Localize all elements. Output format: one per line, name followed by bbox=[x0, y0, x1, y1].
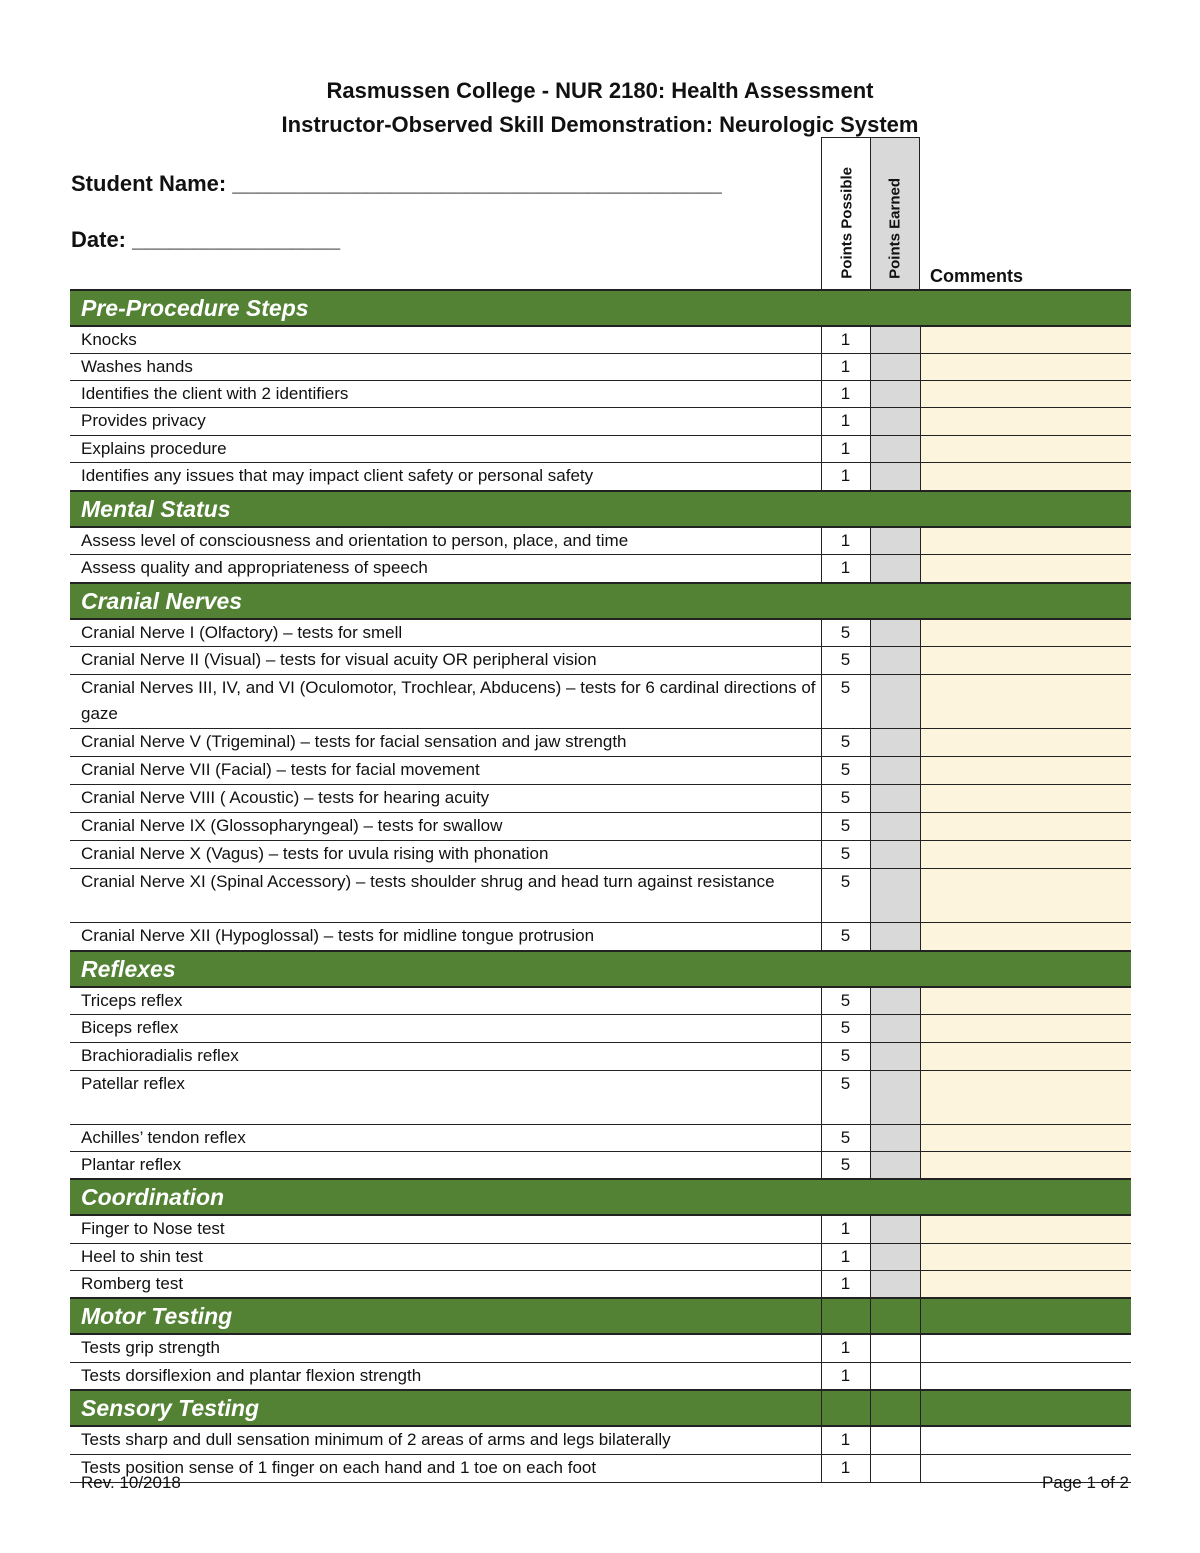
section-header bbox=[70, 491, 1131, 527]
comments-cell[interactable] bbox=[920, 1270, 1131, 1298]
comments-cell[interactable] bbox=[920, 1243, 1131, 1270]
points-possible-value: 1 bbox=[821, 408, 870, 436]
comments-cell[interactable] bbox=[920, 436, 1131, 463]
date-field: Date: _________________ bbox=[71, 227, 341, 252]
points-earned-cell[interactable] bbox=[870, 354, 920, 381]
points-possible-value: 1 bbox=[821, 354, 870, 381]
skill-description: Triceps reflex bbox=[70, 987, 821, 1015]
comments-cell[interactable] bbox=[920, 1071, 1131, 1125]
checklist-row bbox=[70, 408, 1131, 436]
skill-description: Cranial Nerve IX (Glossopharyngeal) – tests for swallow bbox=[70, 813, 821, 841]
points-earned-cell[interactable] bbox=[870, 729, 920, 757]
checklist-row bbox=[70, 647, 1131, 675]
points-earned-cell[interactable] bbox=[870, 1043, 920, 1071]
points-earned-cell[interactable] bbox=[870, 987, 920, 1015]
section-header bbox=[70, 951, 1131, 987]
checklist-row bbox=[70, 1043, 1131, 1071]
comments-cell[interactable] bbox=[920, 619, 1131, 647]
points-earned-cell[interactable] bbox=[870, 1071, 920, 1125]
skill-description: Assess level of consciousness and orientation to person, place, and time bbox=[70, 527, 821, 555]
checklist-row bbox=[70, 1015, 1131, 1043]
points-earned-cell[interactable] bbox=[870, 619, 920, 647]
skill-description: Heel to shin test bbox=[70, 1243, 821, 1270]
points-possible-value: 1 bbox=[821, 326, 870, 354]
points-earned-cell[interactable] bbox=[870, 1270, 920, 1298]
points-earned-cell[interactable] bbox=[870, 785, 920, 813]
checklist-row bbox=[70, 527, 1131, 555]
checklist-row bbox=[70, 1071, 1131, 1125]
section-title: Cranial Nerves bbox=[70, 583, 1131, 619]
points-earned-cell[interactable] bbox=[870, 1426, 920, 1454]
skill-description: Finger to Nose test bbox=[70, 1215, 821, 1243]
checklist-row bbox=[70, 326, 1131, 354]
points-possible-value: 5 bbox=[821, 987, 870, 1015]
points-earned-cell[interactable] bbox=[870, 869, 920, 923]
checklist-row bbox=[70, 436, 1131, 463]
section-header bbox=[70, 1298, 1131, 1334]
revision-label: Rev. 10/2018 bbox=[81, 1473, 181, 1492]
skill-description: Patellar reflex bbox=[70, 1071, 821, 1125]
skill-description: Washes hands bbox=[70, 354, 821, 381]
checklist-row bbox=[70, 729, 1131, 757]
points-possible-value: 1 bbox=[821, 463, 870, 491]
points-earned-cell[interactable] bbox=[870, 1334, 920, 1362]
points-possible-value: 5 bbox=[821, 1152, 870, 1180]
skill-description: Cranial Nerve VIII ( Acoustic) – tests for hearing acuity bbox=[70, 785, 821, 813]
points-possible-value: 1 bbox=[821, 1454, 870, 1482]
points-earned-cell[interactable] bbox=[870, 555, 920, 583]
points-possible-value: 1 bbox=[821, 381, 870, 408]
checklist-row bbox=[70, 987, 1131, 1015]
points-earned-cell[interactable] bbox=[870, 647, 920, 675]
checklist-row bbox=[70, 354, 1131, 381]
skill-description: Cranial Nerves III, IV, and VI (Oculomotor, Trochlear, Abducens) – tests for 6 cardinal directions of gaze bbox=[70, 675, 821, 729]
comments-cell[interactable] bbox=[920, 675, 1131, 729]
section-title: Reflexes bbox=[70, 951, 1131, 987]
points-possible-value: 5 bbox=[821, 1015, 870, 1043]
checklist-row bbox=[70, 1454, 1131, 1482]
checklist-row bbox=[70, 675, 1131, 729]
section-header-cell bbox=[821, 1390, 870, 1426]
comments-cell[interactable] bbox=[920, 354, 1131, 381]
skill-description: Cranial Nerve I (Olfactory) – tests for smell bbox=[70, 619, 821, 647]
section-header bbox=[70, 583, 1131, 619]
skill-description: Identifies the client with 2 identifiers bbox=[70, 381, 821, 408]
comments-cell[interactable] bbox=[920, 1362, 1131, 1390]
section-header-cell bbox=[821, 1298, 870, 1334]
points-possible-value: 5 bbox=[821, 757, 870, 785]
student-name-field: Student Name: ________________________________________ bbox=[71, 171, 722, 196]
skill-description: Cranial Nerve V (Trigeminal) – tests for facial sensation and jaw strength bbox=[70, 729, 821, 757]
title-line-2: Instructor-Observed Skill Demonstration: Neurologic System bbox=[281, 112, 919, 137]
skill-description: Knocks bbox=[70, 326, 821, 354]
points-possible-value: 5 bbox=[821, 729, 870, 757]
skill-description: Provides privacy bbox=[70, 408, 821, 436]
title-line-1: Rasmussen College - NUR 2180: Health Assessment bbox=[326, 78, 874, 103]
points-possible-value: 5 bbox=[821, 813, 870, 841]
checklist-row bbox=[70, 1270, 1131, 1298]
comments-cell[interactable] bbox=[920, 987, 1131, 1015]
checklist-row bbox=[70, 923, 1131, 951]
skill-description: Biceps reflex bbox=[70, 1015, 821, 1043]
section-title: Motor Testing bbox=[70, 1298, 821, 1334]
checklist-row bbox=[70, 1426, 1131, 1454]
points-possible-value: 5 bbox=[821, 841, 870, 869]
comments-header: Comments bbox=[930, 266, 1024, 286]
section-header-cell bbox=[920, 1298, 1131, 1334]
points-earned-cell[interactable] bbox=[870, 923, 920, 951]
points-possible-value: 5 bbox=[821, 923, 870, 951]
checklist-row bbox=[70, 841, 1131, 869]
points-possible-value: 5 bbox=[821, 1125, 870, 1152]
page-number: Page 1 of 2 bbox=[1042, 1473, 1129, 1492]
points-earned-cell[interactable] bbox=[870, 1215, 920, 1243]
checklist-row bbox=[70, 463, 1131, 491]
comments-cell[interactable] bbox=[920, 785, 1131, 813]
skill-description: Tests dorsiflexion and plantar flexion strength bbox=[70, 1362, 821, 1390]
points-earned-cell[interactable] bbox=[870, 326, 920, 354]
skill-description: Cranial Nerve XII (Hypoglossal) – tests for midline tongue protrusion bbox=[70, 923, 821, 951]
comments-cell[interactable] bbox=[920, 1426, 1131, 1454]
points-possible-value: 5 bbox=[821, 619, 870, 647]
checklist-row bbox=[70, 1362, 1131, 1390]
points-earned-cell[interactable] bbox=[870, 1243, 920, 1270]
comments-cell[interactable] bbox=[920, 869, 1131, 923]
points-possible-value: 1 bbox=[821, 1270, 870, 1298]
points-earned-cell[interactable] bbox=[870, 675, 920, 729]
points-possible-value: 1 bbox=[821, 1426, 870, 1454]
skill-description: Cranial Nerve X (Vagus) – tests for uvula rising with phonation bbox=[70, 841, 821, 869]
points-possible-value: 5 bbox=[821, 1071, 870, 1125]
points-possible-value: 5 bbox=[821, 785, 870, 813]
section-title: Mental Status bbox=[70, 491, 1131, 527]
comments-cell[interactable] bbox=[920, 463, 1131, 491]
skill-description: Achilles’ tendon reflex bbox=[70, 1125, 821, 1152]
points-earned-label: Points Earned bbox=[886, 178, 904, 279]
comments-cell[interactable] bbox=[920, 381, 1131, 408]
comments-cell[interactable] bbox=[920, 326, 1131, 354]
points-earned-cell[interactable] bbox=[870, 813, 920, 841]
comments-cell[interactable] bbox=[920, 1015, 1131, 1043]
points-possible-value: 1 bbox=[821, 1243, 870, 1270]
checklist-row bbox=[70, 1215, 1131, 1243]
points-possible-value: 5 bbox=[821, 869, 870, 923]
skill-description: Identifies any issues that may impact client safety or personal safety bbox=[70, 463, 821, 491]
section-header bbox=[70, 290, 1131, 326]
comments-cell[interactable] bbox=[920, 1215, 1131, 1243]
points-possible-value: 1 bbox=[821, 555, 870, 583]
points-possible-value: 5 bbox=[821, 1043, 870, 1071]
points-possible-value: 5 bbox=[821, 675, 870, 729]
points-earned-cell[interactable] bbox=[870, 527, 920, 555]
comments-cell[interactable] bbox=[920, 555, 1131, 583]
points-earned-cell[interactable] bbox=[870, 381, 920, 408]
checklist-row bbox=[70, 1334, 1131, 1362]
comments-cell[interactable] bbox=[920, 813, 1131, 841]
skill-description: Tests position sense of 1 finger on each hand and 1 toe on each foot bbox=[70, 1454, 821, 1482]
comments-cell[interactable] bbox=[920, 729, 1131, 757]
section-header bbox=[70, 1179, 1131, 1215]
comments-cell[interactable] bbox=[920, 1043, 1131, 1071]
comments-cell[interactable] bbox=[920, 757, 1131, 785]
points-possible-value: 1 bbox=[821, 1215, 870, 1243]
document-title bbox=[0, 74, 1200, 142]
section-title: Pre-Procedure Steps bbox=[70, 290, 1131, 326]
skill-description: Assess quality and appropriateness of speech bbox=[70, 555, 821, 583]
points-earned-cell[interactable] bbox=[870, 436, 920, 463]
points-earned-cell[interactable] bbox=[870, 463, 920, 491]
points-earned-cell[interactable] bbox=[870, 408, 920, 436]
checklist-row bbox=[70, 757, 1131, 785]
points-possible-value: 1 bbox=[821, 527, 870, 555]
skill-description: Explains procedure bbox=[70, 436, 821, 463]
comments-cell[interactable] bbox=[920, 1334, 1131, 1362]
section-header-cell bbox=[870, 1298, 920, 1334]
checklist-row bbox=[70, 1243, 1131, 1270]
skill-description: Brachioradialis reflex bbox=[70, 1043, 821, 1071]
comments-cell[interactable] bbox=[920, 527, 1131, 555]
checklist-row bbox=[70, 785, 1131, 813]
checklist-row bbox=[70, 813, 1131, 841]
section-header-cell bbox=[920, 1390, 1131, 1426]
comments-cell[interactable] bbox=[920, 841, 1131, 869]
skills-checklist-table bbox=[70, 289, 1131, 1483]
checklist-row bbox=[70, 555, 1131, 583]
comments-cell[interactable] bbox=[920, 647, 1131, 675]
points-possible-header bbox=[821, 137, 871, 289]
points-possible-value: 1 bbox=[821, 1362, 870, 1390]
checklist-row bbox=[70, 1125, 1131, 1152]
section-title: Sensory Testing bbox=[70, 1390, 821, 1426]
points-earned-header bbox=[870, 137, 920, 289]
skill-description: Tests sharp and dull sensation minimum of 2 areas of arms and legs bilaterally bbox=[70, 1426, 821, 1454]
section-title: Coordination bbox=[70, 1179, 1131, 1215]
skill-description: Cranial Nerve XI (Spinal Accessory) – tests shoulder shrug and head turn against resistance bbox=[70, 869, 821, 923]
skill-description: Cranial Nerve II (Visual) – tests for visual acuity OR peripheral vision bbox=[70, 647, 821, 675]
checklist-row bbox=[70, 869, 1131, 923]
skill-description: Cranial Nerve VII (Facial) – tests for facial movement bbox=[70, 757, 821, 785]
points-earned-cell[interactable] bbox=[870, 1015, 920, 1043]
comments-cell[interactable] bbox=[920, 923, 1131, 951]
skill-description: Tests grip strength bbox=[70, 1334, 821, 1362]
points-earned-cell[interactable] bbox=[870, 841, 920, 869]
comments-cell[interactable] bbox=[920, 408, 1131, 436]
comments-cell[interactable] bbox=[920, 1125, 1131, 1152]
comments-cell[interactable] bbox=[920, 1152, 1131, 1180]
points-earned-cell[interactable] bbox=[870, 757, 920, 785]
section-header-cell bbox=[870, 1390, 920, 1426]
skill-description: Romberg test bbox=[70, 1270, 821, 1298]
checklist-row bbox=[70, 619, 1131, 647]
points-earned-cell[interactable] bbox=[870, 1125, 920, 1152]
points-possible-value: 1 bbox=[821, 1334, 870, 1362]
section-header bbox=[70, 1390, 1131, 1426]
checklist-row bbox=[70, 381, 1131, 408]
points-possible-value: 5 bbox=[821, 647, 870, 675]
points-possible-value: 1 bbox=[821, 436, 870, 463]
points-earned-cell[interactable] bbox=[870, 1454, 920, 1482]
skill-description: Plantar reflex bbox=[70, 1152, 821, 1180]
points-possible-label: Points Possible bbox=[838, 167, 855, 279]
points-earned-cell[interactable] bbox=[870, 1152, 920, 1180]
checklist-row bbox=[70, 1152, 1131, 1180]
points-earned-cell[interactable] bbox=[870, 1362, 920, 1390]
